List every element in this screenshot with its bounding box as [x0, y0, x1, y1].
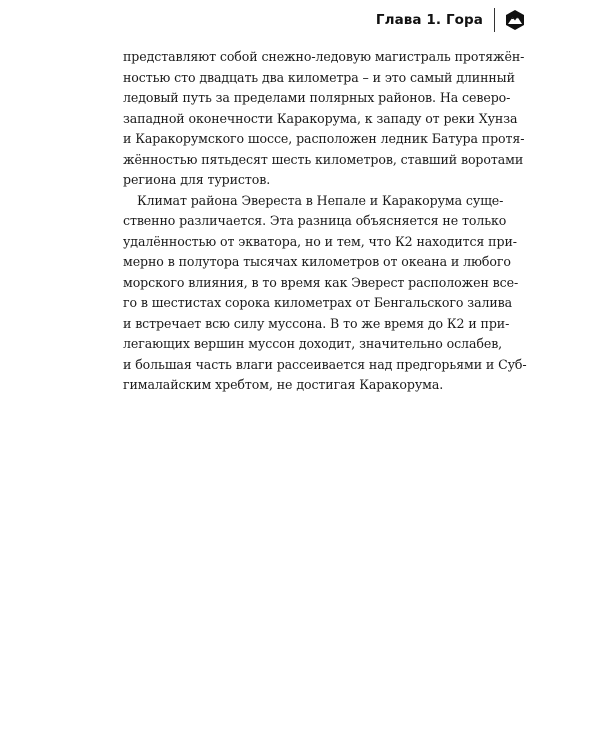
text-line: региона для туристов.	[123, 172, 271, 187]
text-line: гималайским хребтом, не достигая Каракорума.	[123, 377, 444, 392]
text-line: морского влияния, в то время как Эверест расположен все-	[123, 274, 519, 290]
mountain-logo-icon	[504, 9, 526, 31]
chapter-title: Глава 1. Гора	[375, 12, 483, 28]
paragraph-1	[123, 47, 525, 191]
text-line: жённостью пятьдесят шесть километров, ставший воротами	[123, 151, 524, 167]
text-line: и большая часть влаги рассеивается над предгорьями и Суб-	[123, 356, 527, 372]
text-line: западной оконечности Каракорума, к западу от реки Хунза	[123, 110, 518, 126]
text-line: ственно различается. Эта разница объясняется не только	[123, 213, 507, 228]
text-line: ностью сто двадцать два километра – и это самый длинный	[123, 69, 515, 85]
text-line: удалённостью от экватора, но и тем, что К2 находится при-	[123, 233, 517, 249]
running-header	[376, 8, 526, 32]
text-line: ледовый путь за пределами полярных районов. На северо-	[123, 90, 511, 105]
text-line: представляют собой снежно-ледовую магистраль протяжён-	[123, 49, 525, 64]
header-divider	[494, 8, 495, 32]
paragraph-2	[123, 191, 527, 396]
text-line: Климат района Эвереста в Непале и Каракорума суще-	[137, 192, 504, 208]
text-line: легающих вершин муссон доходит, значительно ослабев,	[123, 336, 503, 351]
text-line: го в шестистах сорока километрах от Бенгальского залива	[123, 295, 513, 310]
text-line: и Каракорумского шоссе, расположен ледник Батура протя-	[123, 131, 525, 146]
body-text	[123, 47, 527, 396]
text-line: и встречает всю силу муссона. В то же время до К2 и при-	[123, 315, 510, 331]
text-line: мерно в полутора тысячах километров от океана и любого	[123, 254, 511, 269]
